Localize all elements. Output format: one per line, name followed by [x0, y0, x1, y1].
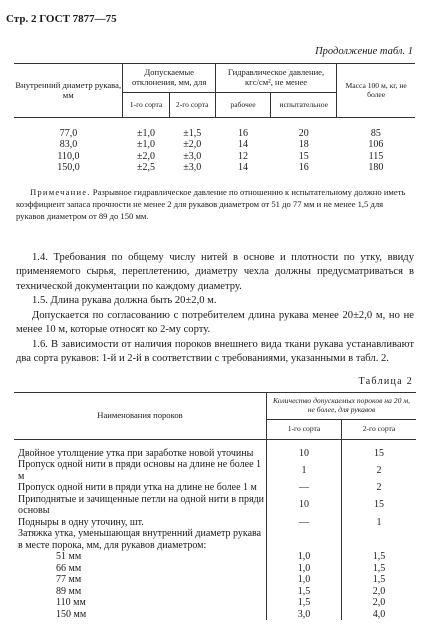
t1-sub-working: рабочее — [215, 93, 270, 118]
t2-row: Пропуск одной нити в пряди основы на длине не более 1 м 1 2 — [14, 459, 416, 482]
table-2-title: Таблица 2 — [358, 376, 413, 387]
t1-col-mass: Масса 100 м, кг, не более — [337, 64, 415, 118]
t2-col-count: Количество допускаемых пороков на 20 м, не более, для рукавов — [267, 393, 417, 420]
t2-sub-row: 150 мм 3,0 4,0 — [14, 609, 416, 621]
t2-col-name: Наименования пороков — [14, 393, 267, 440]
t2-row: Двойное утолщение утка при заработке новой уточины 10 15 — [14, 448, 416, 460]
table-note — [16, 187, 412, 223]
paragraph-1-5: 1.5. Длина рукава должна быть 20±2,0 м. — [32, 295, 217, 306]
t1-row: 77,0 ±1,0 ±1,5 16 20 85 — [59, 127, 381, 139]
table-1 — [14, 63, 415, 174]
t2-sub-row: 51 мм 1,0 1,5 — [14, 551, 416, 563]
t2-sub-grade1: 1-го сорта — [267, 420, 342, 440]
t2-sub-row: 66 мм 1,0 1,5 — [14, 563, 416, 575]
t1-row: 83,0 ±1,0 ±2,0 14 18 106 — [59, 139, 384, 150]
t1-col-diameter: Внутренний диаметр рукава, мм — [14, 64, 123, 118]
t2-row: Пропуск одной нити в пряди утка на длине не более 1 м — 2 — [14, 482, 416, 494]
paragraph-1-6: 1.6. В зависимости от наличия пороков внешнего вида ткани рукава устанавливают два сорта рукавов: 1-й и 2-й в соответствии с требованиями, указанными в табл. 2. — [16, 339, 414, 365]
t1-sub-grade1: 1-го сорта — [123, 93, 169, 118]
paragraph-length-note: Допускается по согласованию с потребителем длина рукава менее 20±2,0 м, но не менее 10 м, которые относят ко 2-му сорту. — [16, 310, 414, 336]
t2-sub-row: 89 мм 1,5 2,0 — [14, 586, 416, 598]
t2-row: Затяжка утка, уменьшающая внутренний диаметр рукава в месте порока, мм, для рукавов диаметром: — [14, 528, 416, 551]
t2-sub-row: 110 мм 1,5 2,0 — [14, 597, 416, 609]
t1-sub-test: испытательное — [271, 93, 337, 118]
t2-sub-row: 77 мм 1,0 1,5 — [14, 574, 416, 586]
t1-sub-grade2: 2-го сорта — [169, 93, 215, 118]
table-2 — [14, 392, 416, 620]
page-header: Стр. 2 ГОСТ 7877—75 — [6, 13, 117, 25]
paragraph-1-4: 1.4. Требования по общему числу нитей в основе и плотности по утку, ввиду применяемого сырья, переплетению, диаметру чехла должны предусматриваться в технической документации по каждому диаметру. — [16, 252, 414, 292]
note-text: Разрывное гидравлическое давление по отношению к испытательному должно иметь коэффициент запаса прочности не менее 2 для рукавов диаметром от 51 до 77 мм и не менее 1,5 для рукавов диаметром от 89 до 150 мм. — [16, 187, 406, 221]
t1-row: 150,0 ±2,5 ±3,0 14 16 180 — [57, 162, 384, 173]
note-label: Примечание. — [30, 187, 91, 197]
t2-sub-grade2: 2-го сорта — [342, 420, 417, 440]
t1-col-pressure: Гидравлическое давление, кгс/см², не менее — [215, 64, 336, 93]
t2-row: Подныры в одну уточину, шт. — 1 — [14, 517, 416, 529]
t2-row: Приподнятые и зачищенные петли на одной нити в пряди основы 10 15 — [14, 494, 416, 517]
table-continuation-label: Продолжение табл. 1 — [315, 46, 413, 57]
t1-row: 110,0 ±2,0 ±3,0 12 15 115 — [57, 150, 384, 162]
t1-col-deviation: Допускаемые отклонения, мм, для — [123, 64, 215, 93]
